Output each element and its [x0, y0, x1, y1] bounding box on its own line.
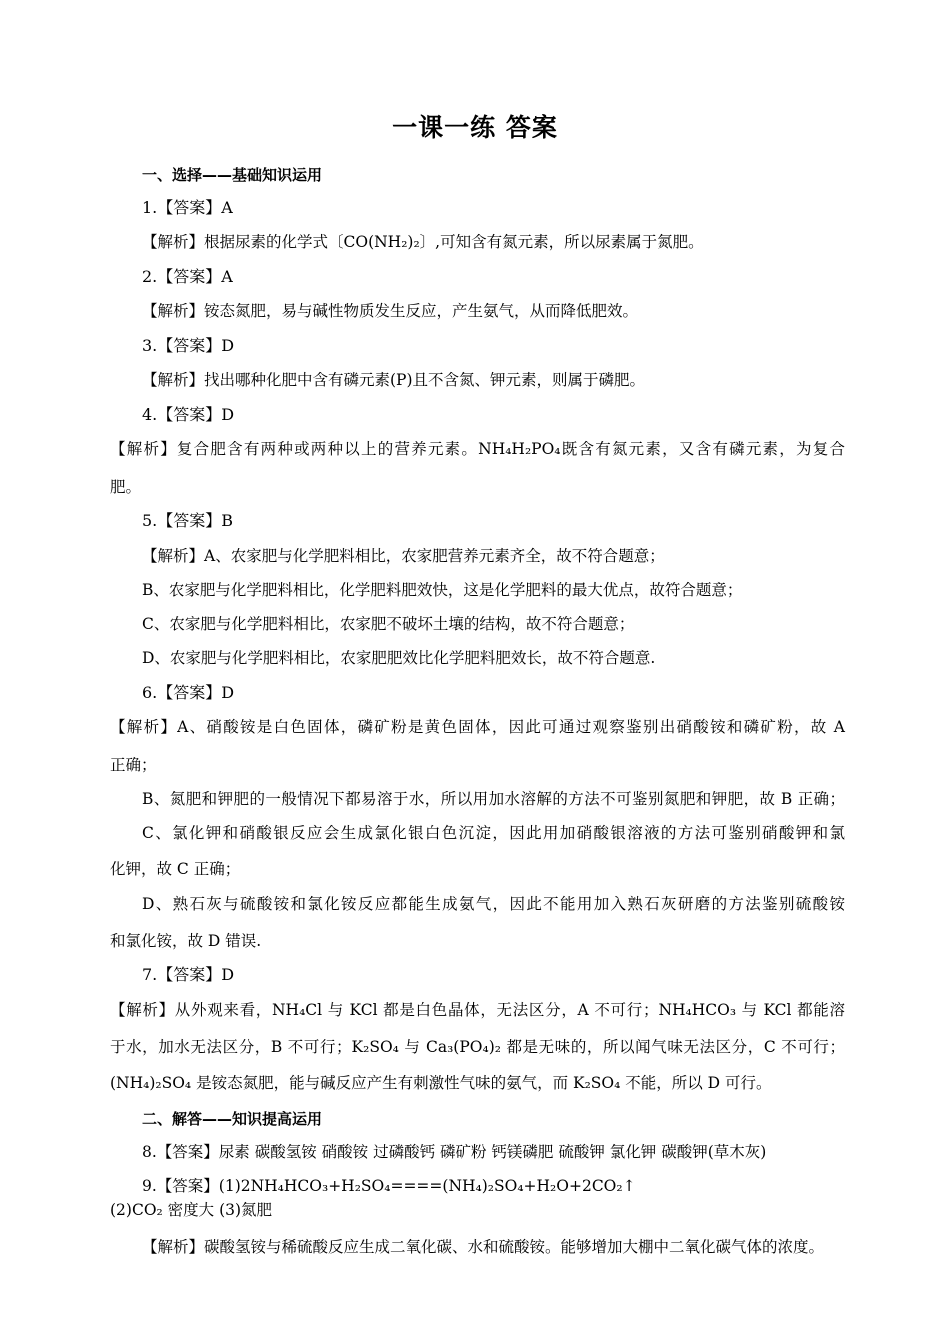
q6-analysis-b: B、氮肥和钾肥的一般情况下都易溶于水，所以用加水溶解的方法不可鉴别氮肥和钾肥，故 B 正确；	[142, 790, 845, 808]
q4-analysis-line1: 【解析】复合肥含有两种或两种以上的营养元素。NH₄H₂PO₄既含有氮元素，又含有磷元素，为复合	[110, 440, 845, 458]
q2-analysis: 【解析】铵态氮肥，易与碱性物质发生反应，产生氨气，从而降低肥效。	[142, 302, 639, 320]
q9-answer: 9.【答案】(1)2NH₄HCO₃+H₂SO₄====(NH₄)₂SO₄+H₂O+2CO₂↑	[142, 1177, 636, 1195]
q4-analysis-line2: 肥。	[110, 478, 142, 496]
q4-answer: 4.【答案】D	[142, 405, 235, 424]
q3-answer: 3.【答案】D	[142, 336, 235, 355]
q5-answer: 5.【答案】B	[142, 511, 234, 530]
q1-answer: 1.【答案】A	[142, 198, 233, 217]
q6-analysis-a-line1: 【解析】A、硝酸铵是白色固体，磷矿粉是黄色固体，因此可通过观察鉴别出硝酸铵和磷矿粉，故 A	[110, 718, 845, 736]
section-heading-1: 一、选择——基础知识运用	[142, 166, 323, 184]
q6-analysis-d-line1: D、熟石灰与硫酸铵和氯化铵反应都能生成氨气，因此不能用加入熟石灰研磨的方法鉴别硫酸铵	[142, 895, 845, 913]
q7-analysis-line2: 于水，加水无法区分，B 不可行；K₂SO₄ 与 Ca₃(PO₄)₂ 都是无味的，所以闻气味无法区分，C 不可行；	[110, 1038, 845, 1056]
q6-answer: 6.【答案】D	[142, 683, 235, 702]
q7-analysis-line3: (NH₄)₂SO₄ 是铵态氮肥，能与碱反应产生有刺激性气味的氨气，而 K₂SO₄ 不能，所以 D 可行。	[110, 1074, 772, 1092]
q8-answer: 8.【答案】尿素 碳酸氢铵 硝酸铵 过磷酸钙 磷矿粉 钙镁磷肥 硫酸钾 氯化钾 碳酸钾(草木灰)	[142, 1143, 767, 1161]
q9-answer-line2: (2)CO₂ 密度大 (3)氮肥	[110, 1201, 273, 1219]
q1-analysis: 【解析】根据尿素的化学式〔CO(NH₂)₂〕,可知含有氮元素，所以尿素属于氮肥。	[142, 233, 704, 251]
section-heading-2: 二、解答——知识提高运用	[142, 1110, 323, 1128]
q3-analysis: 【解析】找出哪种化肥中含有磷元素(P)且不含氮、钾元素，则属于磷肥。	[142, 371, 646, 389]
q5-analysis-c: C、农家肥与化学肥料相比，农家肥不破坏土壤的结构，故不符合题意；	[142, 615, 635, 633]
q7-answer: 7.【答案】D	[142, 965, 235, 984]
q2-answer: 2.【答案】A	[142, 267, 233, 286]
q9-analysis: 【解析】碳酸氢铵与稀硫酸反应生成二氧化碳、水和硫酸铵。能够增加大棚中二氧化碳气体的浓度。	[142, 1238, 825, 1256]
q5-analysis-a: 【解析】A、农家肥与化学肥料相比，农家肥营养元素齐全，故不符合题意；	[142, 547, 665, 565]
q7-analysis-line1: 【解析】从外观来看，NH₄Cl 与 KCl 都是白色晶体，无法区分，A 不可行；NH₄HCO₃ 与 KCl 都能溶	[110, 1001, 845, 1019]
q6-analysis-d-line2: 和氯化铵，故 D 错误.	[110, 932, 262, 950]
q6-analysis-a-line2: 正确；	[110, 756, 157, 774]
page-title: 一课一练 答案	[392, 113, 558, 142]
q6-analysis-c-line2: 化钾，故 C 正确；	[110, 860, 241, 878]
q5-analysis-d: D、农家肥与化学肥料相比，农家肥肥效比化学肥料肥效长，故不符合题意.	[142, 649, 656, 667]
q6-analysis-c-line1: C、氯化钾和硝酸银反应会生成氯化银白色沉淀，因此用加硝酸银溶液的方法可鉴别硝酸钾和氯	[142, 824, 845, 842]
q5-analysis-b: B、农家肥与化学肥料相比，化学肥料肥效快，这是化学肥料的最大优点，故符合题意；	[142, 581, 743, 599]
